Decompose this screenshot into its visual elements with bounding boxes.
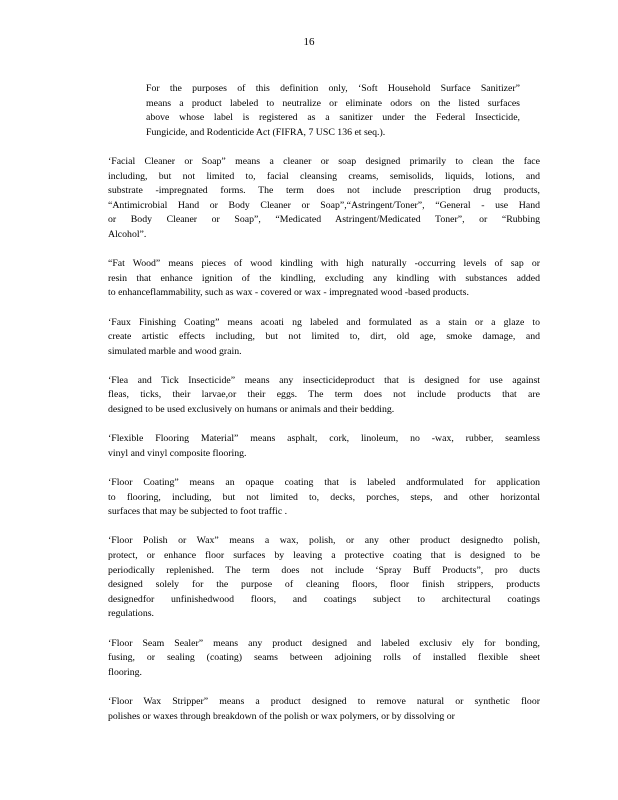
text-line: substrate -impregnated forms. The term does not include prescription drug products, — [108, 185, 540, 197]
paragraph — [146, 82, 520, 140]
text-line: polishes or waxes through breakdown of the polish or wax polymers, or by dissolving or — [108, 710, 455, 722]
text-line: ‘Floor Seam Sealer” means any product designed and labeled exclusiv ely for bonding, — [108, 637, 540, 649]
text-line: flooring. — [108, 666, 143, 678]
text-line: above whose label is registered as a sanitizer under the Federal Insecticide, — [146, 112, 520, 124]
text-line: protect, or enhance floor surfaces by leaving a protective coating that is designed to be — [108, 550, 540, 561]
text-line: ‘Floor Coating” means an opaque coating that is labeled andformulated for application — [108, 477, 540, 489]
text-line: designed to be used exclusively on humans or animals and their bedding. — [108, 404, 395, 416]
body-text — [108, 82, 540, 739]
text-line: ‘Floor Wax Stripper” means a product designed to remove natural or synthetic floor — [108, 695, 540, 707]
text-line: regulations. — [108, 608, 154, 620]
paragraph — [108, 432, 540, 461]
text-line: simulated marble and wood grain. — [108, 345, 242, 357]
text-line: ‘Flea and Tick Insecticide” means any insecticideproduct that is designed for use against — [108, 374, 540, 386]
text-line: to enhanceflammability, such as wax - covered or wax - impregnated wood -based products. — [108, 287, 469, 299]
text-line: periodically replenished. The term does not include ‘Spray Buff Products”, pro ducts — [108, 564, 540, 576]
text-line: ‘Floor Polish or Wax” means a wax, polish, or any other product designedto polish, — [108, 535, 540, 547]
paragraph — [108, 637, 540, 681]
text-line: create artistic effects including, but not limited to, dirt, old age, smoke damage, and — [108, 331, 540, 343]
paragraph — [108, 374, 540, 418]
text-line: fleas, ticks, their larvae,or their eggs. The term does not include products that are — [108, 389, 540, 401]
text-line: designedfor unfinishedwood floors, and coatings subject to architectural coatings — [108, 593, 540, 605]
text-line: ‘Flexible Flooring Material” means asphalt, cork, linoleum, no -wax, rubber, seamless — [108, 433, 540, 445]
text-line: ‘Facial Cleaner or Soap” means a cleaner or soap designed primarily to clean the face — [108, 155, 540, 167]
text-line: fusing, or sealing (coating) seams between adjoining rolls of installed flexible sheet — [108, 652, 540, 664]
paragraph — [108, 155, 540, 243]
text-line: or Body Cleaner or Soap”, “Medicated Astringent/Medicated Toner”, or “Rubbing — [108, 214, 540, 226]
text-line: “Antimicrobial Hand or Body Cleaner or Soap”,“Astringent/Toner”, “General - use Hand — [108, 199, 540, 211]
paragraph — [108, 534, 540, 622]
paragraph — [108, 257, 540, 301]
text-line: “Fat Wood” means pieces of wood kindling with high naturally -occurring levels of sap or — [108, 258, 540, 270]
text-line: to flooring, including, but not limited to, decks, porches, steps, and other horizontal — [108, 491, 540, 503]
paragraph — [108, 476, 540, 520]
text-line: surfaces that may be subjected to foot traffic . — [108, 506, 288, 518]
text-line: including, but not limited to, facial cleansing creams, semisolids, liquids, lotions, and — [108, 170, 540, 182]
text-line: For the purposes of this definition only, ‘Soft Household Surface Sanitizer” — [146, 83, 520, 94]
text-line: designed solely for the purpose of cleaning floors, floor finish strippers, products — [108, 579, 540, 591]
text-line: ‘Faux Finishing Coating” means acoati ng labeled and formulated as a stain or a glaze to — [108, 316, 540, 328]
text-line: means a product labeled to neutralize or eliminate odors on the listed surfaces — [146, 97, 520, 109]
text-line: vinyl and vinyl composite flooring. — [108, 447, 247, 459]
text-line: Fungicide, and Rodenticide Act (FIFRA, 7 USC 136 et seq.). — [146, 126, 386, 138]
text-line: resin that enhance ignition of the kindling, excluding any kindling with substances added — [108, 272, 540, 284]
paragraph — [108, 695, 540, 724]
paragraph — [108, 316, 540, 360]
text-line: Alcohol”. — [108, 228, 147, 240]
page-number: 16 — [303, 36, 315, 48]
